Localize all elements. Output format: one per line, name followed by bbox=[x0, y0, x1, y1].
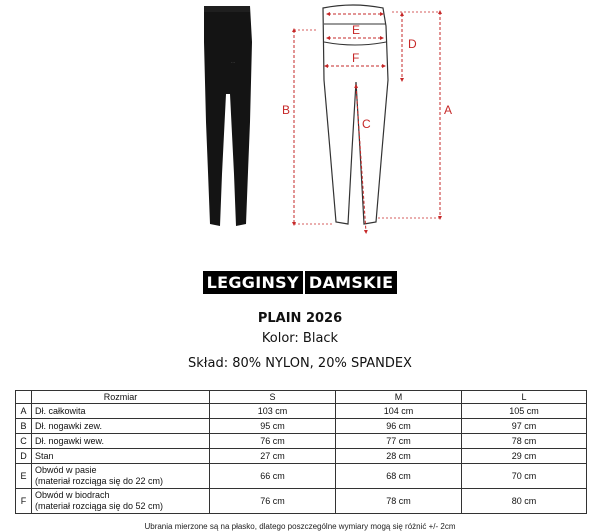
product-title bbox=[0, 271, 600, 294]
diagram-label-f: F bbox=[352, 51, 360, 65]
leggings-photo bbox=[198, 2, 258, 230]
table-header-l: L bbox=[462, 391, 587, 404]
size-table bbox=[15, 390, 587, 514]
svg-text:···: ··· bbox=[231, 60, 235, 65]
title-word-1: LEGGINSY bbox=[203, 271, 303, 294]
table-header-m: M bbox=[336, 391, 462, 404]
table-row: C Dł. nogawki wew. 76 cm 77 cm 78 cm bbox=[16, 434, 587, 449]
table-header-s: S bbox=[210, 391, 336, 404]
table-row: F Obwód w biodrach (materiał rozciąga się do 52 cm) 76 cm 78 cm 80 cm bbox=[16, 489, 587, 514]
table-row: D Stan 27 cm 28 cm 29 cm bbox=[16, 449, 587, 464]
footnote: Ubrania mierzone są na płasko, dlatego poszczególne wymiary mogą się różnić +/- 2cm bbox=[144, 522, 456, 531]
diagram-label-c: C bbox=[362, 117, 371, 131]
table-row: E Obwód w pasie (materiał rozciąga się do 22 cm) 66 cm 68 cm 70 cm bbox=[16, 464, 587, 489]
diagram-label-e: E bbox=[352, 23, 361, 37]
table-row: A Dł. całkowita 103 cm 104 cm 105 cm bbox=[16, 404, 587, 419]
diagram-label-b: B bbox=[282, 103, 291, 117]
measurement-diagram bbox=[268, 0, 468, 240]
model-name: PLAIN 2026 bbox=[257, 311, 343, 326]
color-line: Kolor: Black bbox=[261, 331, 339, 346]
title-word-2: DAMSKIE bbox=[305, 271, 398, 294]
composition-line: Skład: 80% NYLON, 20% SPANDEX bbox=[188, 356, 412, 371]
diagram-label-a: A bbox=[444, 103, 453, 117]
table-row: B Dł. nogawki zew. 95 cm 96 cm 97 cm bbox=[16, 419, 587, 434]
table-header-size-label: Rozmiar bbox=[32, 391, 210, 404]
diagram-label-d: D bbox=[408, 37, 417, 51]
table-header-row bbox=[16, 391, 587, 404]
